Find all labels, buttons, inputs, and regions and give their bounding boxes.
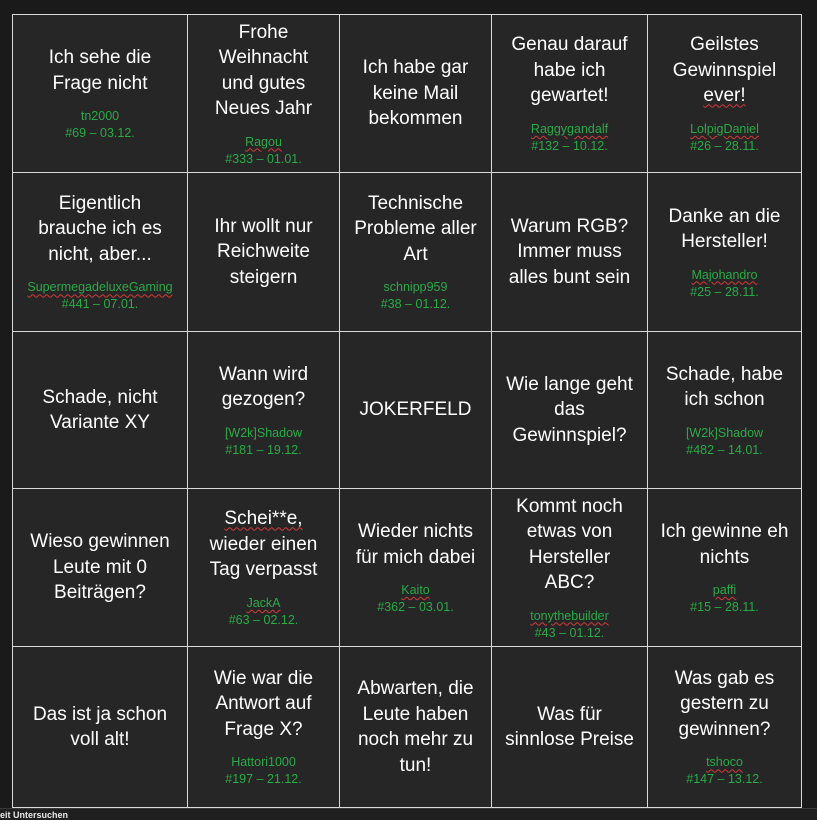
bingo-cell-author: tn2000 <box>80 109 120 123</box>
bingo-cell <box>188 332 340 489</box>
bingo-cell-author: [W2k]Shadow <box>685 425 764 440</box>
bingo-cell-author: Kaito <box>401 583 430 597</box>
bingo-cell-text: Das ist ja schon voll alt! <box>32 703 168 750</box>
bingo-cell-meta: #333 – 01.01. <box>225 151 302 166</box>
bingo-cell <box>13 332 188 489</box>
bingo-cell <box>340 173 492 332</box>
bingo-cell-author: schnipp959 <box>383 280 448 295</box>
bingo-cell-meta: #132 – 10.12. <box>531 138 608 153</box>
bingo-cell <box>340 15 492 173</box>
bingo-cell-text: Ich habe gar keine Mail bekommen <box>362 57 469 130</box>
bingo-cell-text: Eigentlich brauche ich es nicht, aber... <box>38 192 162 265</box>
bingo-cell-text: Wieso gewinnen Leute mit 0 Beiträgen? <box>30 531 170 604</box>
bingo-cell-author: LolpigDaniel <box>690 121 759 136</box>
bingo-cell-text: Wann wird gezogen? <box>218 363 309 410</box>
bingo-cell <box>492 173 648 332</box>
bingo-cell <box>492 647 648 808</box>
bingo-cell-text: Wie war die Antwort auf Frage X? <box>213 667 314 740</box>
bingo-cell <box>648 332 802 489</box>
bingo-cell-text: Ich sehe die Frage nicht <box>48 47 152 94</box>
bingo-cell-author: [W2k]Shadow <box>224 425 303 440</box>
bingo-cell <box>648 173 802 332</box>
bingo-cell-text: Wieder nichts für mich dabei <box>355 521 476 568</box>
bingo-cell-text: Was gab es gestern zu gewinnen? <box>674 667 775 740</box>
bingo-cell-meta: #441 – 07.01. <box>61 297 139 312</box>
bingo-cell <box>648 15 802 173</box>
bingo-cell-text: Frohe Weihnacht und gutes Neues Jahr <box>214 21 313 119</box>
bingo-cell-author: tonythebuilder <box>530 608 609 623</box>
bingo-cell <box>492 332 648 489</box>
bingo-cell-meta: #197 – 21.12. <box>225 772 302 787</box>
bingo-cell <box>13 173 188 332</box>
bingo-cell-text: Danke an die Hersteller! <box>668 205 781 252</box>
bingo-cell-text: Ich gewinne eh nichts <box>660 521 789 568</box>
bingo-cell-text: Ihr wollt nur Reichweite steigern <box>214 215 313 288</box>
bingo-cell <box>13 647 188 808</box>
bingo-cell-text: Schade, habe ich schon <box>665 363 784 410</box>
bingo-cell <box>340 332 492 489</box>
bingo-cell-author: Hattori1000 <box>231 755 296 770</box>
bingo-cell-text: Schade, nicht Variante XY <box>42 386 158 433</box>
bingo-cell-text: Warum RGB? Immer muss alles bunt sein <box>508 215 631 288</box>
bingo-cell <box>188 647 340 808</box>
bingo-cell <box>188 489 340 647</box>
bingo-cell <box>648 647 802 808</box>
bingo-cell <box>188 15 340 173</box>
bingo-cell-meta: #38 – 01.12. <box>380 297 451 312</box>
bingo-cell-author: tshoco <box>706 755 743 770</box>
bingo-cell <box>492 15 648 173</box>
bingo-cell-author: SupermegadeluxeGaming <box>27 280 173 295</box>
bingo-cell <box>648 489 802 647</box>
bingo-cell-meta: #63 – 02.12. <box>228 612 299 627</box>
bingo-cell-meta: #26 – 28.11. <box>690 138 759 153</box>
bingo-cell-meta: #25 – 28.11. <box>690 284 759 299</box>
bingo-cell-author: JackA <box>246 595 281 610</box>
bingo-cell <box>13 15 188 173</box>
bingo-cell-meta: #43 – 01.12. <box>534 625 605 640</box>
bingo-cell-text: JOKERFELD <box>359 399 472 421</box>
bingo-cell-meta: #15 – 28.11. <box>690 600 759 614</box>
bingo-cell-text: Wie lange geht das Gewinnspiel? <box>506 373 633 446</box>
bingo-cell-text: Was für sinnlose Preise <box>505 703 634 750</box>
status-footer: eit Untersuchen <box>0 808 817 820</box>
bingo-cell-meta: #181 – 19.12. <box>225 442 302 457</box>
bingo-cell-text: Schei**e, wieder einen Tag verpasst <box>209 508 318 581</box>
bingo-cell-text: Geilstes Gewinnspiel ever! <box>672 34 777 107</box>
bingo-cell <box>188 173 340 332</box>
bingo-cell <box>340 647 492 808</box>
bingo-cell-author: paffi <box>712 583 737 597</box>
bingo-cell-text: Genau darauf habe ich gewartet! <box>511 34 628 107</box>
bingo-cell-meta: #69 – 03.12. <box>65 126 135 140</box>
bingo-cell-author: Ragou <box>245 134 282 149</box>
bingo-cell <box>492 489 648 647</box>
bingo-cell <box>340 489 492 647</box>
bingo-cell-author: Raggygandalf <box>530 121 609 136</box>
bingo-board <box>12 14 802 808</box>
bingo-cell-meta: #362 – 03.01. <box>377 600 454 614</box>
bingo-cell-meta: #147 – 13.12. <box>686 772 763 787</box>
bingo-cell-author: Majohandro <box>691 267 758 282</box>
bingo-cell-text: Technische Probleme aller Art <box>354 192 477 265</box>
bingo-cell-text: Kommt noch etwas von Hersteller ABC? <box>516 495 623 593</box>
bingo-cell <box>13 489 188 647</box>
bingo-cell-meta: #482 – 14.01. <box>686 442 763 457</box>
bingo-cell-text: Abwarten, die Leute haben noch mehr zu tun! <box>357 678 474 776</box>
